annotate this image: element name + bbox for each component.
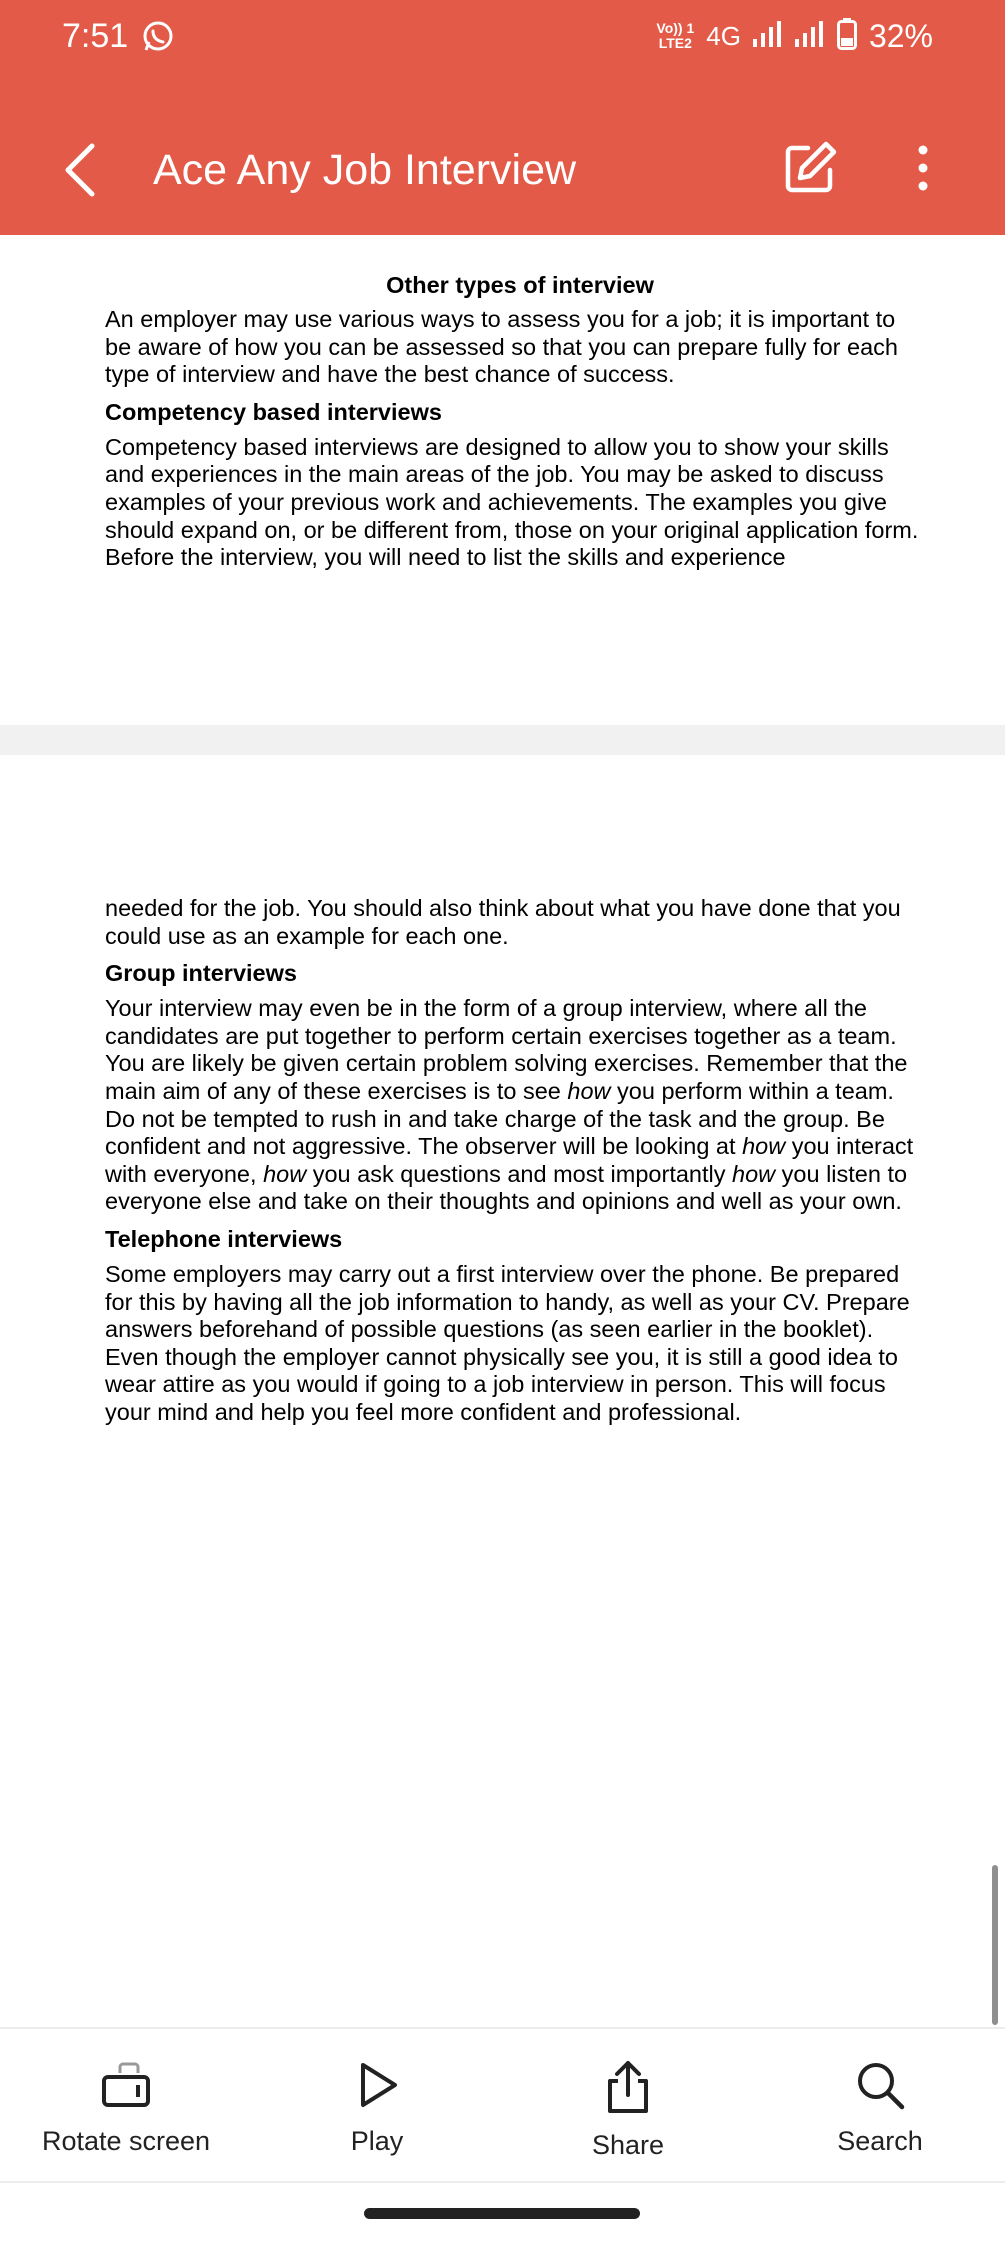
battery-icon [837,18,857,55]
volte-icon: Vo)) 1 LTE2 [656,20,695,51]
network-type: 4G [706,20,741,51]
status-icons [656,14,933,58]
back-icon[interactable] [60,140,100,205]
share-button[interactable]: Share [528,2059,728,2161]
app-header [0,0,1005,235]
competency-paragraph-continued: needed for the job. You should also think about what you have done that you could use as an example for each one. [105,895,901,949]
page-title: Ace Any Job Interview [153,146,577,194]
search-button[interactable]: Search [780,2059,980,2157]
competency-heading: Competency based interviews [105,398,442,425]
share-icon [602,2102,654,2119]
intro-paragraph: An employer may use various ways to assess you for a job; it is important to be aware of how you can be assessed so that you can prepare fully for each type of interview and have the best chance of success. [105,306,898,388]
more-options-icon[interactable] [910,145,936,196]
telephone-heading: Telephone interviews [105,1225,343,1252]
bottom-toolbar [0,2027,1005,2183]
rotate-screen-button[interactable]: Rotate screen [26,2059,226,2157]
section-heading: Other types of interview [386,272,654,298]
rotate-screen-icon [100,2098,152,2115]
signal-icon-2 [795,21,825,52]
home-indicator[interactable] [364,2208,640,2219]
signal-icon [753,21,783,52]
edit-icon[interactable] [782,140,838,201]
group-paragraph: Your interview may even be in the form of a group interview, where all the candidates are put together to perform certain exercises together as a team. You are likely be given certain problem solving exercises. Remember that the main aim of any of these exercises is to see how you perform within a team. Do not be tempted to rush in and take charge of the task and the group. Be confident and not aggressive. The observer will be looking at how you interact with everyone, how you ask questions and most importantly how you listen to everyone else and take on their thoughts and opinions and well as your own. [105,995,914,1215]
page-separator [0,725,1005,755]
group-heading: Group interviews [105,960,297,987]
whatsapp-icon [140,18,176,59]
play-button[interactable]: Play [277,2059,477,2157]
search-icon [854,2098,906,2115]
competency-paragraph: Competency based interviews are designed to allow you to show your skills and experiences in the main areas of the job. You may be asked to discuss examples of your previous work and achievements. The examples you give should expand on, or be different from, those on your original application form. Before the interview, you will need to list the skills and experience [105,433,919,571]
scrollbar-thumb[interactable] [992,1865,998,2025]
telephone-paragraph: Some employers may carry out a first interview over the phone. Be prepared for this by having all the job information to handy, as well as your CV. Prepare answers beforehand of possible questions (as seen earlier in the booklet). Even though the employer cannot physically see you, it is still a good idea to wear attire as you would if going to a job interview in person. This will focus your mind and help you feel more confident and professional. [105,1260,910,1425]
document-page-2 [105,895,925,1436]
battery-percent: 32% [868,17,933,54]
play-icon [351,2098,403,2115]
document-page-1 [105,270,925,581]
status-time: 7:51 [62,17,129,55]
